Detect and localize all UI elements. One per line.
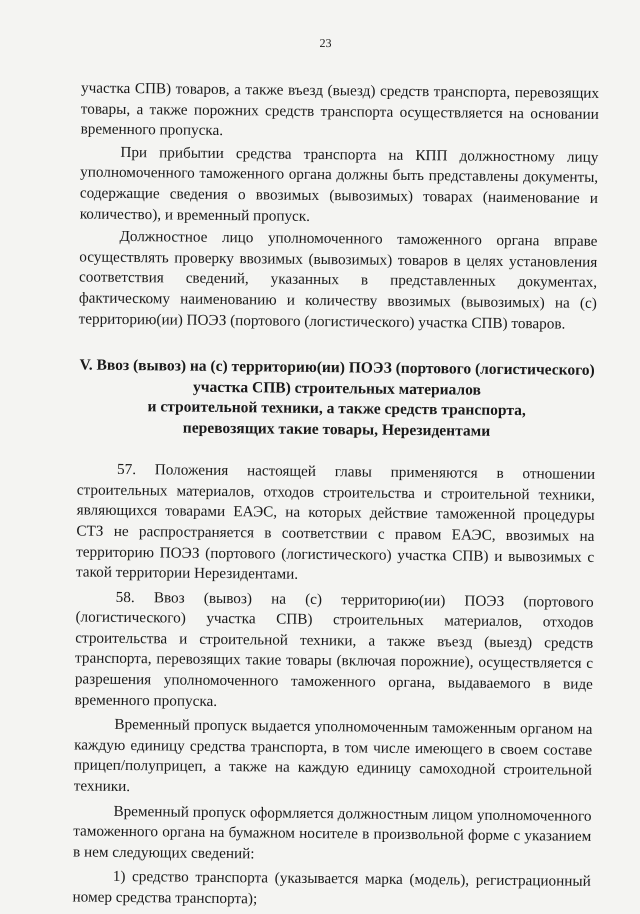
list-item-vehicle: 1) средство транспорта (указывается марка (модель), регистрационный номер средства транспорта);	[72, 868, 591, 908]
section-heading-line: перевозящих такие товары, Нерезидентами	[182, 419, 491, 440]
paragraph-pass-issuance: Временный пропуск выдается уполномоченным таможенным органом на каждую единицу средства транспорта, в том числе имеющего в своем составе прицеп/полуприцеп, а также на каждую единицу самоходной строительной техники.	[73, 716, 593, 796]
section-heading-line: V. Ввоз (вывоз) на (с) территорию(ии) ПОЭЗ (портового (логистического)	[79, 356, 595, 380]
section-heading-line: и строительной техники, а также средств транспорта,	[147, 398, 526, 420]
paragraph-clause-58: 58. Ввоз (вывоз) на (с) территорию(ии) ПОЭЗ (портового (логистического) участка СПВ) строительных материалов, отходов строительства и строительной техники, а также въезд (выезд) средств транспорта, перевозящих такие товары (включая порожние), осуществляется с разрешения уполномоченного таможенного органа, выдаваемого в виде временного пропуска.	[74, 588, 594, 710]
paragraph-inspection-right: Должностное лицо уполномоченного таможенного органа вправе осуществлять проверку ввозимых (вывозимых) товаров в целях установления соответствия сведений, указанных в представленных документах, фактическому наименованию и количеству ввозимых (вывозимых) на (с) территорию(ии) ПОЭЗ (портового (логистического) участка СПВ) товаров.	[78, 228, 598, 333]
paragraph-continuation: участка СПВ) товаров, а также въезд (выезд) средств транспорта, перевозящих товары, а также порожних средств транспорта осуществляется на основании временного пропуска.	[80, 79, 600, 140]
paragraph-pass-form: Временный пропуск оформляется должностным лицом уполномоченного таможенного органа на бумажном носителе в произвольной форме с указанием в нем следующих сведений:	[72, 802, 592, 863]
paragraph-arrival-documents: При прибытии средства транспорта на КПП должностному лицу уполномоченного таможенного органа должны быть представлены документы, содержащие сведения о ввозимых (вывозимых) товарах (наименование и количество), и временный пропуск.	[79, 143, 599, 225]
page-number: 23	[319, 35, 332, 51]
section-heading-line: участка СПВ) строительных материалов	[192, 378, 481, 399]
paragraph-clause-57: 57. Положения настоящей главы применяются в отношении строительных материалов, отходов строительства и строительной техники, являющихся товарами ЕАЭС, на которых действие таможенной процедуры СТЗ не распространяется в соответствии с правом ЕАЭС, ввозимых на территорию ПОЭЗ (портового (логистического) участка СПВ) и вывозимых с такой территории Нерезидентами.	[75, 461, 596, 583]
section-heading	[77, 356, 596, 443]
